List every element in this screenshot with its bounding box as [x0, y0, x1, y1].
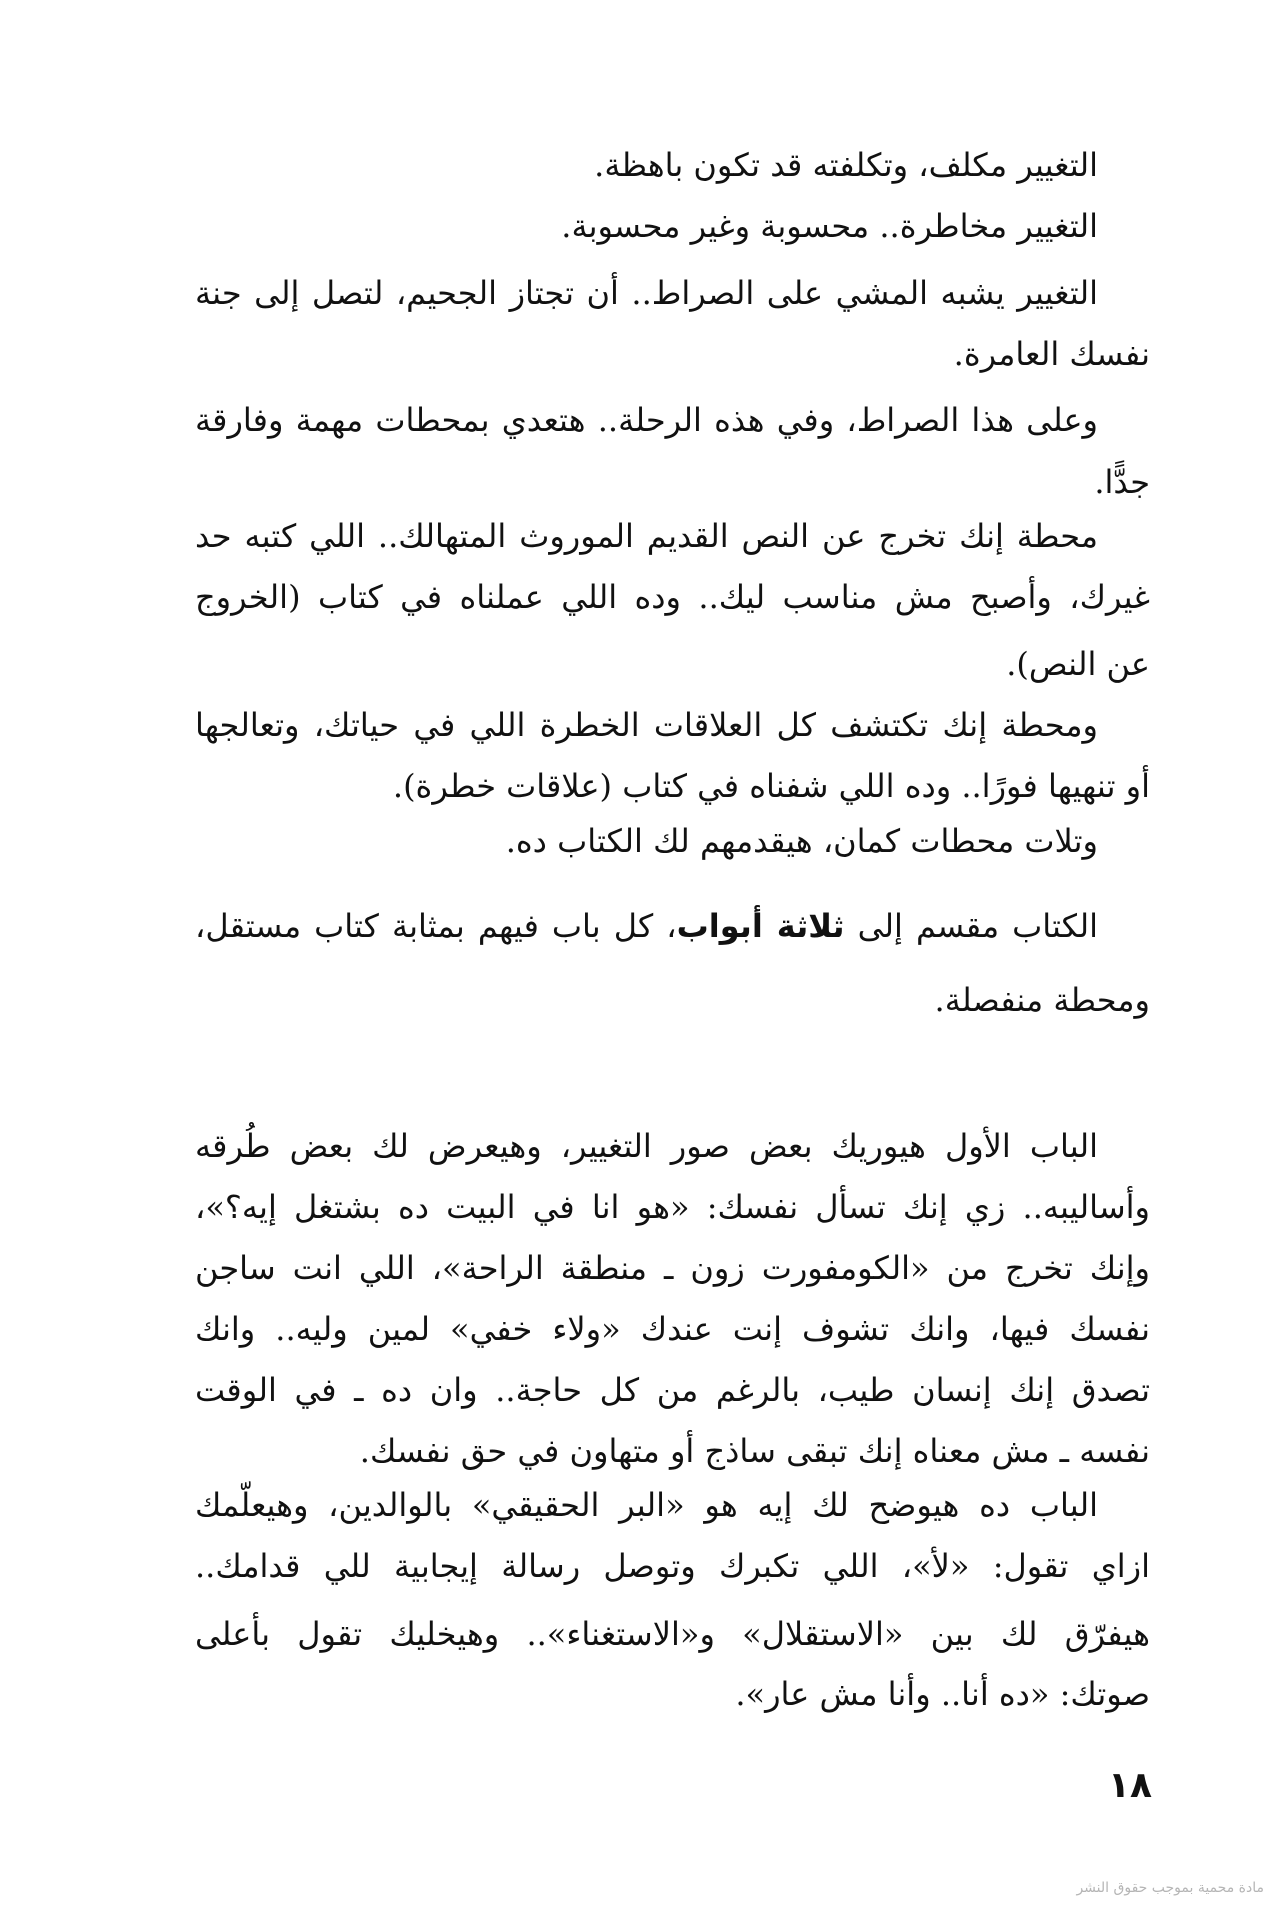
- text-run: الكتاب مقسم إلى: [844, 907, 1099, 945]
- text-line: ازاي تقول: «لأ»، اللي تكبرك وتوصل رسالة إيجابية للي قدامك..: [195, 1547, 1150, 1585]
- text-line: وأساليبه.. زي إنك تسأل نفسك: «هو انا في البيت ده بشتغل إيه؟»،: [195, 1188, 1150, 1226]
- text-line: محطة إنك تخرج عن النص القديم الموروث المتهالك.. اللي كتبه حد: [195, 517, 1098, 555]
- page-number: ١٨: [1108, 1765, 1152, 1806]
- text-line: الباب ده هيوضح لك إيه هو «البر الحقيقي» بالوالدين، وهيعلّمك: [195, 1486, 1098, 1524]
- copyright-watermark: مادة محمية بموجب حقوق النشر: [1076, 1880, 1264, 1896]
- text-line: ومحطة منفصلة.: [934, 981, 1150, 1019]
- text-line: غيرك، وأصبح مش مناسب ليك.. وده اللي عملناه في كتاب (الخروج: [195, 578, 1150, 616]
- text-line: وعلى هذا الصراط، وفي هذه الرحلة.. هتعدي بمحطات مهمة وفارقة: [195, 401, 1098, 439]
- text-line: صوتك: «ده أنا.. وأنا مش عار».: [735, 1675, 1150, 1713]
- text-line: نفسه ـ مش معناه إنك تبقى ساذج أو متهاون في حق نفسك.: [359, 1432, 1150, 1470]
- bold-text: ثلاثة أبواب: [676, 907, 845, 945]
- text-line: هيفرّق لك بين «الاستقلال» و«الاستغناء».. وهيخليك تقول بأعلى: [195, 1615, 1150, 1653]
- text-line: عن النص).: [1006, 645, 1150, 683]
- text-line: [195, 896, 1150, 956]
- text-line: التغيير مخاطرة.. محسوبة وغير محسوبة.: [561, 207, 1098, 245]
- text-line: وإنك تخرج من «الكومفورت زون ـ منطقة الراحة»، اللي انت ساجن: [195, 1249, 1150, 1287]
- text-line: نفسك العامرة.: [953, 335, 1150, 373]
- text-line: التغيير يشبه المشي على الصراط.. أن تجتاز الجحيم، لتصل إلى جنة: [195, 274, 1098, 312]
- text-line: التغيير مكلف، وتكلفته قد تكون باهظة.: [594, 146, 1098, 184]
- text-line: الباب الأول هيوريك بعض صور التغيير، وهيعرض لك بعض طُرقه: [195, 1127, 1098, 1165]
- text-run: ، كل باب فيهم بمثابة كتاب مستقل،: [195, 907, 677, 945]
- text-line: أو تنهيها فورًا.. وده اللي شفناه في كتاب (علاقات خطرة).: [392, 767, 1150, 805]
- text-line: تصدق إنك إنسان طيب، بالرغم من كل حاجة.. وان ده ـ في الوقت: [195, 1371, 1150, 1409]
- text-line: ومحطة إنك تكتشف كل العلاقات الخطرة اللي في حياتك، وتعالجها: [195, 706, 1099, 744]
- text-line: نفسك فيها، وانك تشوف إنت عندك «ولاء خفي» لمين وليه.. وانك: [195, 1310, 1150, 1348]
- text-line: جدًّا.: [1094, 463, 1150, 501]
- text-line: وتلات محطات كمان، هيقدمهم لك الكتاب ده.: [505, 822, 1098, 860]
